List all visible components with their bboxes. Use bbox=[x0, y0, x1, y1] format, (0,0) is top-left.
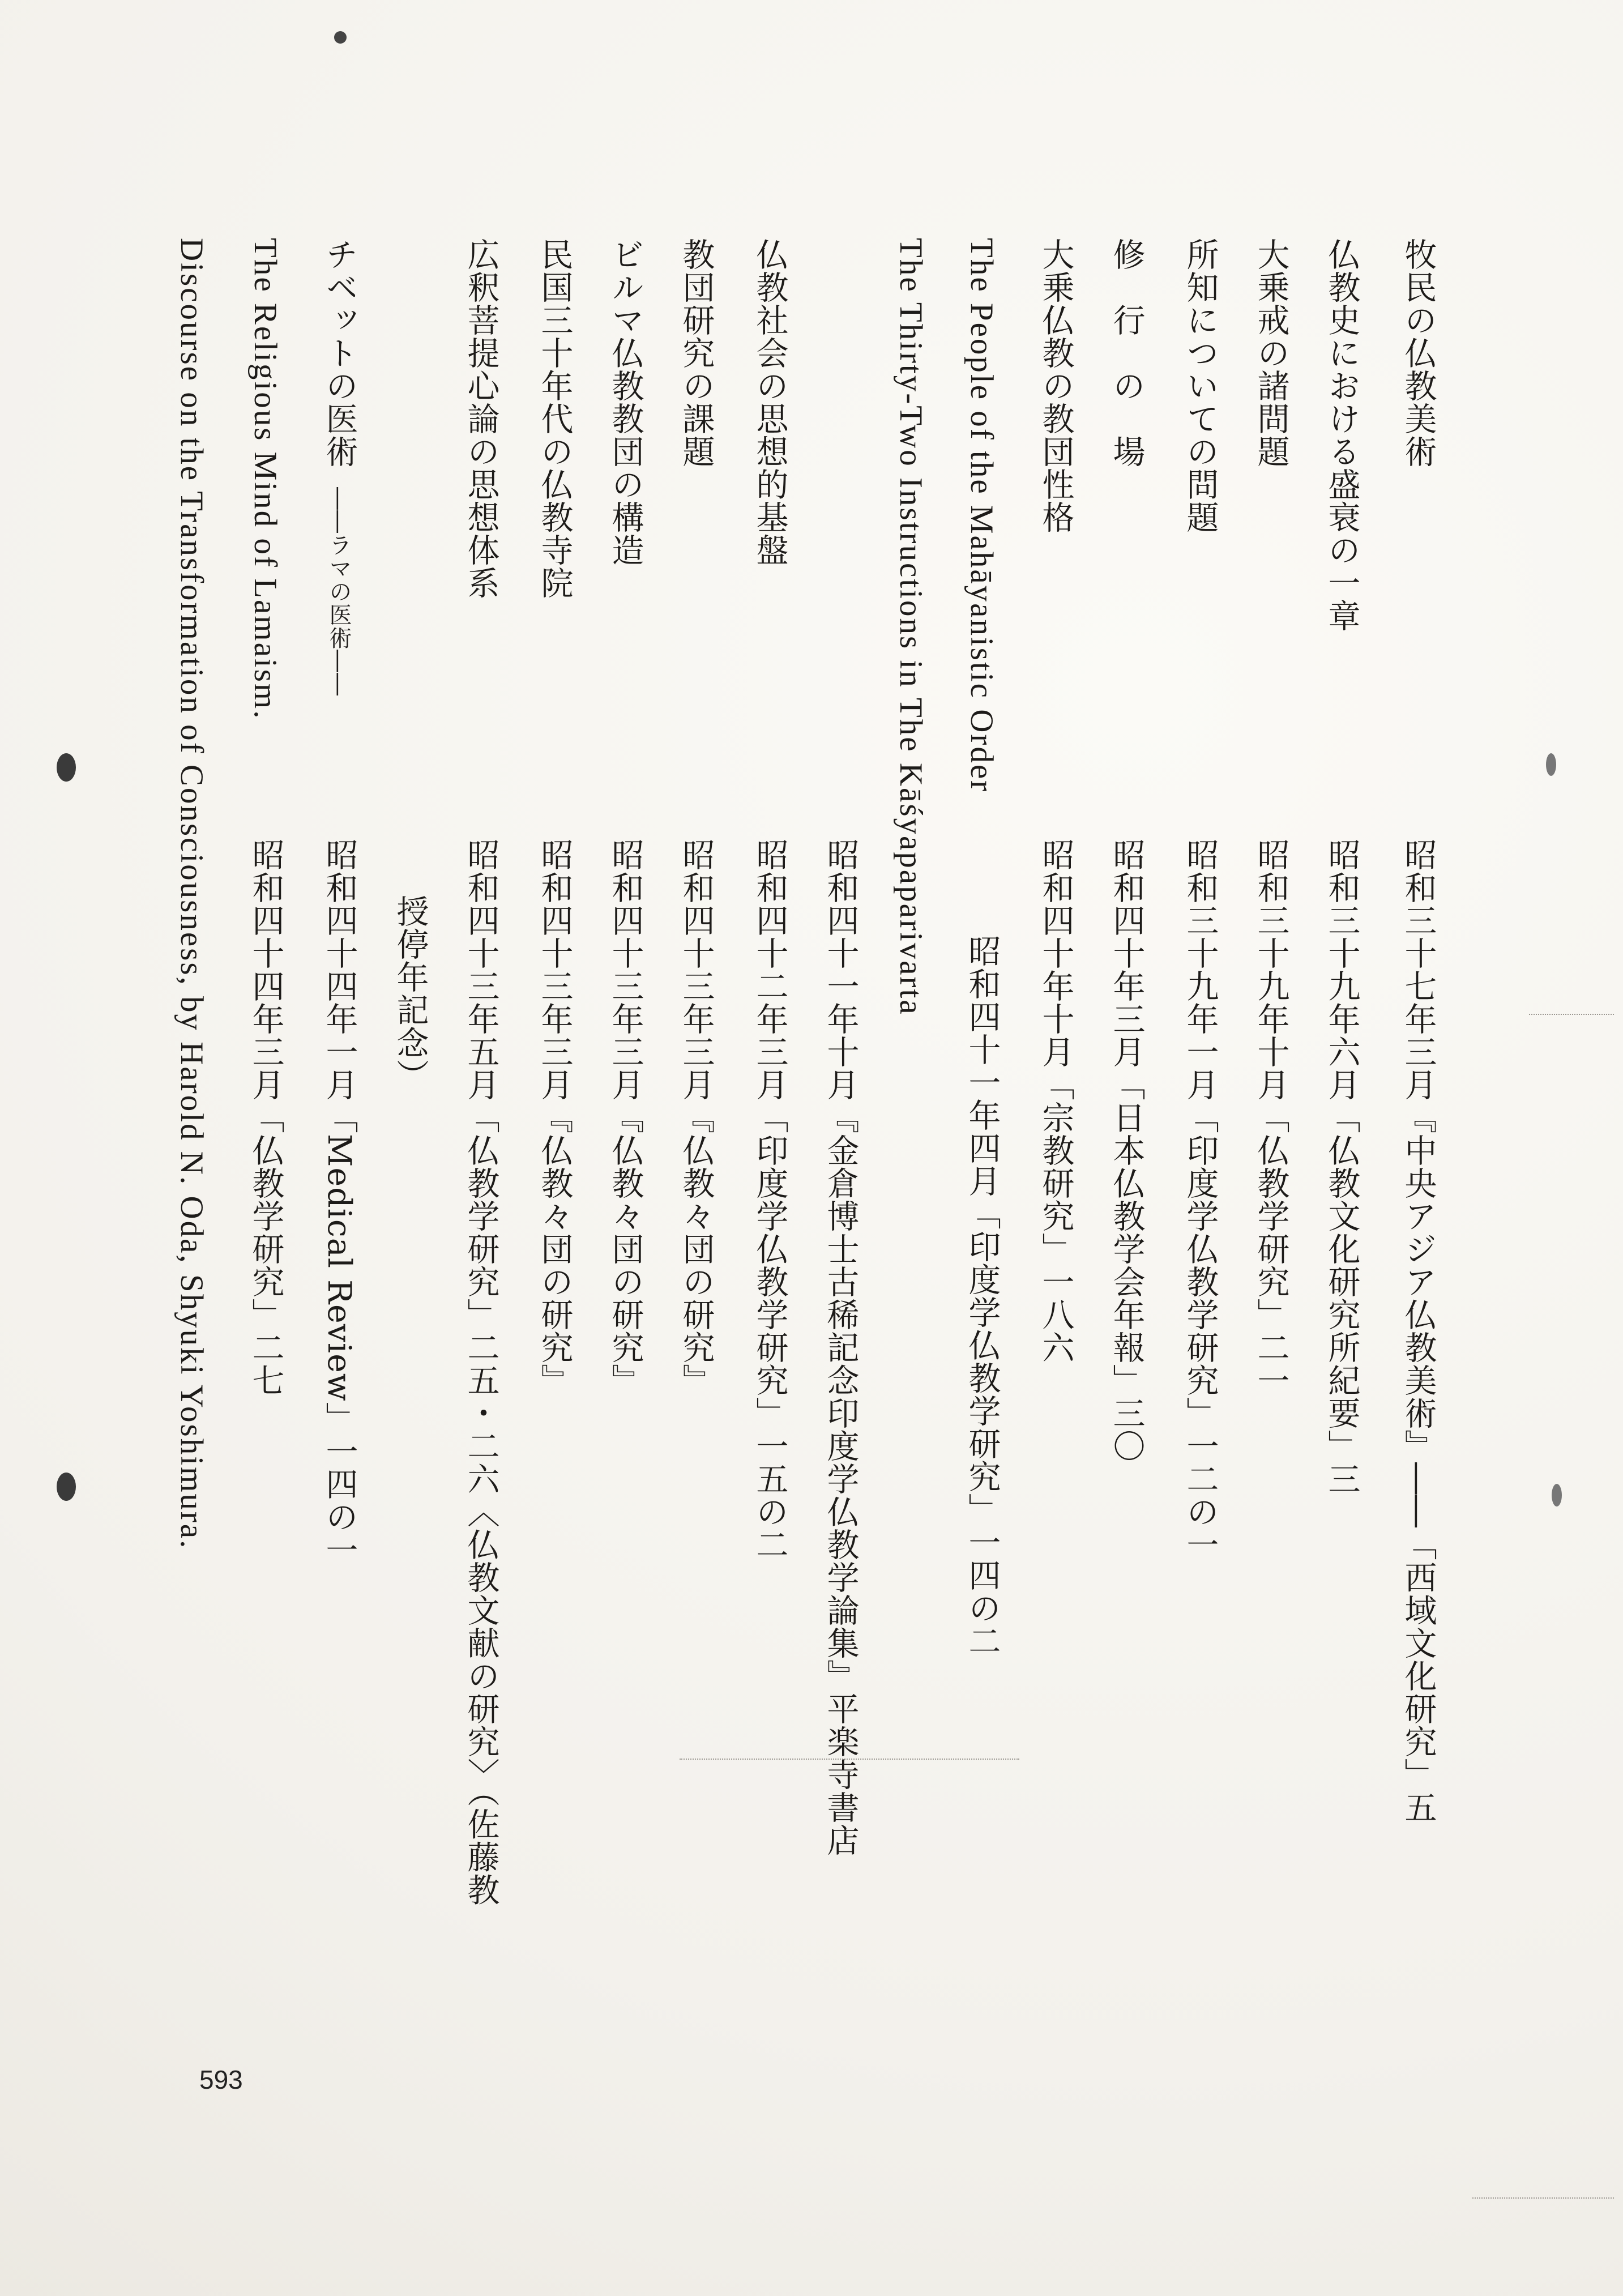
entry-citation: 昭和四十二年三月「印度学仏教学研究」一五の二 bbox=[751, 838, 788, 1561]
binding-hole-mark bbox=[57, 1473, 76, 1501]
entry-title: The People of the Mahāyanistic Order bbox=[964, 238, 1000, 793]
entry-title: ビルマ仏教教団の構造 bbox=[607, 238, 644, 566]
binding-hole-mark bbox=[1546, 753, 1556, 776]
entry-citation: 昭和四十三年三月『仏教々団の研究』 bbox=[677, 838, 715, 1397]
entry-title: The Thirty-Two Instructions in The Kāśyapaparivarta bbox=[893, 238, 929, 1016]
entry-citation: 昭和四十四年三月「仏教学研究」二七 bbox=[247, 838, 284, 1397]
entry-citation: 昭和四十三年三月『仏教々団の研究』 bbox=[607, 838, 644, 1397]
binding-hole-mark bbox=[1552, 1484, 1562, 1507]
entry-title: チベットの医術 bbox=[321, 238, 358, 468]
entry-citation: 昭和三十九年十月「仏教学研究」二一 bbox=[1252, 838, 1289, 1397]
entry-title: 修 行 の 場 bbox=[1108, 238, 1145, 468]
entry-title: The Religious Mind of Lamaism. bbox=[247, 238, 283, 720]
entry-citation: 昭和四十年十月「宗教研究」一八六 bbox=[1037, 838, 1074, 1364]
entry-title: 仏教史における盛衰の一章 bbox=[1323, 238, 1360, 632]
entry-citation: 昭和三十九年六月「仏教文化研究所紀要」三 bbox=[1323, 838, 1360, 1495]
entry-subtitle: ――ラマの医術―― bbox=[326, 487, 352, 696]
entry-title: 牧民の仏教美術 bbox=[1399, 238, 1437, 468]
entry-title: 民国三十年代の仏教寺院 bbox=[536, 238, 573, 599]
scan-dotted-line bbox=[680, 1759, 1019, 1760]
entry-title: 広釈菩提心論の思想体系 bbox=[462, 238, 499, 599]
entry-title: 大乗戒の諸問題 bbox=[1252, 238, 1289, 468]
entry-title: 大乗仏教の教団性格 bbox=[1037, 238, 1074, 534]
entry-citation: 昭和四十三年五月「仏教学研究」二五・二六〈仏教文献の研究〉（佐藤教 bbox=[462, 838, 499, 1906]
scan-dotted-line bbox=[1529, 1014, 1614, 1015]
entry-citation: 昭和四十一年十月『金倉博士古稀記念印度学仏教学論集』平楽寺書店 bbox=[822, 838, 859, 1857]
entry-title: 教団研究の課題 bbox=[677, 238, 715, 468]
entry-citation: 授停年記念） bbox=[391, 895, 429, 1092]
entry-citation: 昭和三十九年一月「印度学仏教学研究」一二の一 bbox=[1181, 838, 1219, 1561]
entry-citation: 昭和四十年三月「日本仏教学会年報」三〇 bbox=[1108, 838, 1145, 1462]
scan-dotted-line bbox=[1472, 2197, 1614, 2199]
entry-citation: 昭和四十一年四月「印度学仏教学研究」一四の二 bbox=[963, 934, 1001, 1657]
entry-title: 仏教社会の思想的基盤 bbox=[751, 238, 788, 566]
page-number: 593 bbox=[199, 2065, 243, 2094]
entry-citation: 昭和四十四年一月「Medical Review」一四の一 bbox=[321, 838, 358, 1566]
entry-citation: 昭和三十七年三月『中央アジア仏教美術』――「西域文化研究」五 bbox=[1399, 838, 1437, 1824]
ink-mark bbox=[334, 31, 347, 44]
entry-title: 所知についての問題 bbox=[1181, 238, 1219, 534]
entry-title: Discourse on the Transformation of Consciousness, by Harold N. Oda, Shyuki Yoshimura. bbox=[174, 238, 210, 1550]
entry-citation: 昭和四十三年三月『仏教々団の研究』 bbox=[536, 838, 573, 1397]
binding-hole-mark bbox=[57, 753, 76, 782]
